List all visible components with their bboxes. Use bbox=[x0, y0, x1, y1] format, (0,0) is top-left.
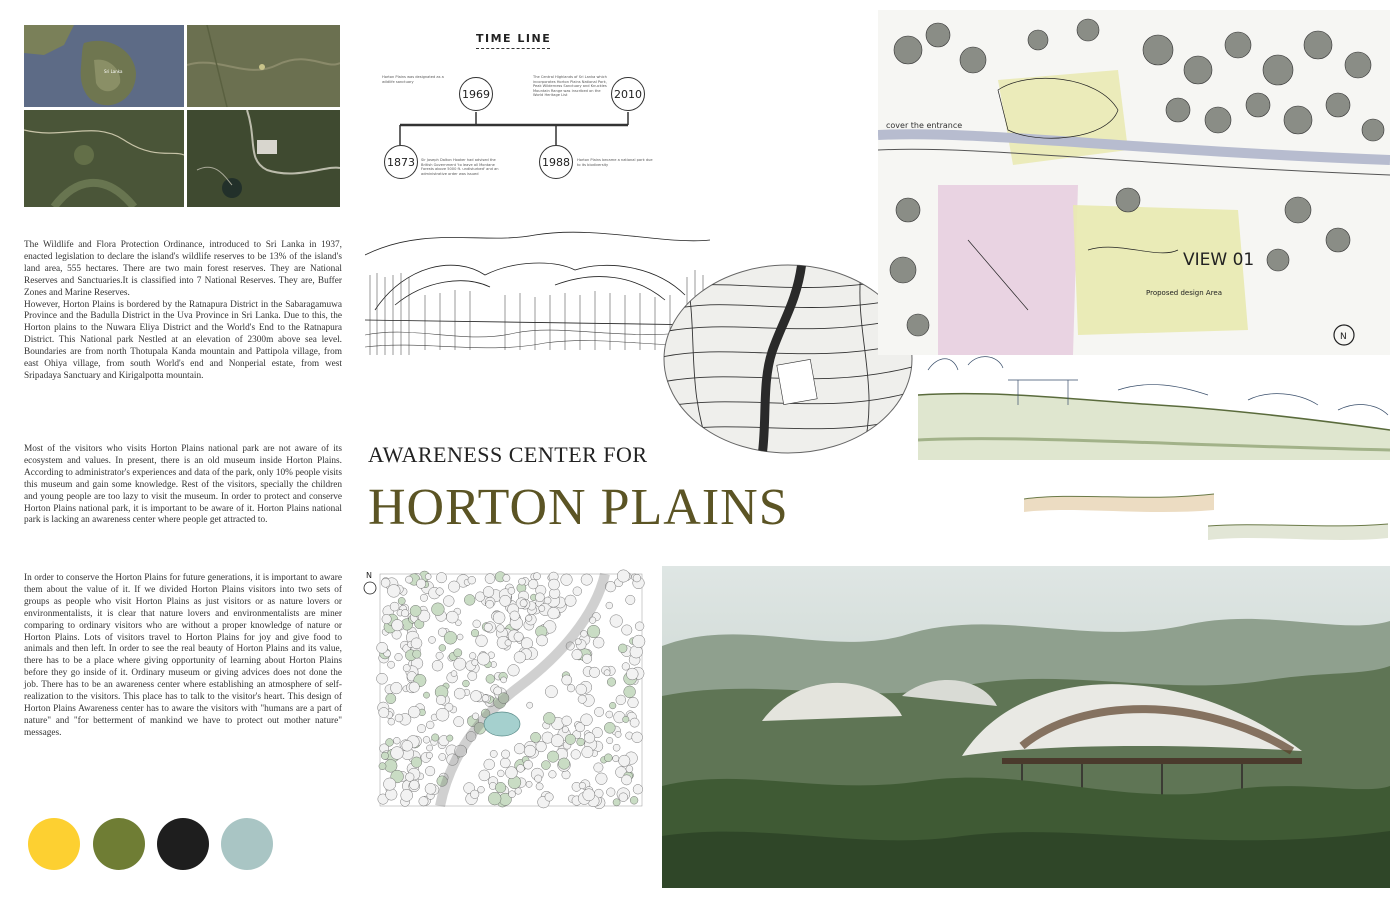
tree-canopy bbox=[432, 660, 443, 671]
map-sri-lanka-overview bbox=[24, 25, 184, 107]
tree-canopy bbox=[509, 791, 516, 798]
tree-canopy bbox=[484, 623, 492, 631]
timeline-year-1969: 1969 bbox=[459, 77, 493, 111]
tree-canopy bbox=[541, 761, 550, 770]
tree-canopy bbox=[395, 653, 403, 661]
section-strip-2 bbox=[1208, 514, 1388, 550]
timeline-year-1873: 1873 bbox=[384, 145, 418, 179]
tree-canopy bbox=[544, 597, 551, 604]
tree-canopy bbox=[454, 649, 462, 657]
tree-canopy bbox=[618, 644, 627, 653]
tree-canopy bbox=[484, 759, 495, 770]
tree-canopy bbox=[577, 738, 585, 746]
tree-canopy bbox=[398, 597, 405, 604]
timeline-note-1988: Horton Plains became a national park due to its biodiversity bbox=[577, 158, 653, 167]
map-site bbox=[187, 110, 340, 207]
tree-canopy bbox=[604, 754, 612, 762]
tree-canopy bbox=[531, 732, 541, 742]
tree-canopy bbox=[533, 573, 540, 580]
tree-canopy bbox=[408, 706, 420, 718]
tree-canopy bbox=[613, 744, 620, 751]
tree-canopy bbox=[447, 735, 453, 741]
tree-canopy bbox=[626, 668, 638, 680]
tree-canopy bbox=[594, 707, 603, 716]
tree-canopy bbox=[379, 708, 389, 718]
tree-canopy bbox=[410, 605, 421, 616]
tree-canopy bbox=[536, 741, 547, 752]
tree-canopy bbox=[630, 796, 638, 804]
tree-canopy bbox=[490, 750, 497, 757]
tree-canopy bbox=[633, 574, 641, 582]
tree-canopy bbox=[617, 570, 629, 582]
tree-canopy bbox=[581, 574, 592, 585]
tree-canopy bbox=[517, 765, 525, 773]
tree-canopy bbox=[505, 767, 517, 779]
site-plan-sketch bbox=[878, 10, 1390, 355]
tree-canopy bbox=[562, 726, 568, 732]
tree-canopy bbox=[628, 697, 639, 708]
tree-canopy bbox=[417, 724, 425, 732]
tree-canopy bbox=[579, 782, 586, 789]
tree-canopy bbox=[478, 786, 485, 793]
tree-canopy bbox=[613, 755, 619, 761]
tree-canopy bbox=[403, 665, 410, 672]
tree-canopy bbox=[420, 594, 427, 601]
tree-canopy bbox=[454, 688, 465, 699]
tree-canopy bbox=[584, 733, 595, 744]
tree-canopy bbox=[508, 665, 520, 677]
sketch-north-label: N bbox=[1340, 332, 1347, 342]
tree-canopy bbox=[406, 773, 415, 782]
tree-canopy bbox=[503, 575, 510, 582]
tree-canopy bbox=[454, 717, 464, 727]
tree-canopy bbox=[391, 747, 404, 760]
tree-canopy bbox=[623, 716, 629, 722]
tree-canopy bbox=[384, 778, 396, 790]
tree-canopy bbox=[409, 682, 419, 692]
tree-canopy bbox=[425, 574, 431, 580]
tree-canopy bbox=[425, 783, 436, 794]
tree-canopy bbox=[426, 752, 432, 758]
tree-canopy bbox=[381, 578, 390, 587]
tree-canopy bbox=[483, 587, 494, 598]
tree-canopy bbox=[549, 771, 557, 779]
tree-canopy bbox=[615, 731, 621, 737]
tree-canopy bbox=[429, 636, 436, 643]
timeline-year-1988: 1988 bbox=[539, 145, 573, 179]
paragraph-ordinance-text: The Wildlife and Flora Protection Ordinance, introduced to Sri Lanka in 1937, enacted legislation to declare the island's wildlife reserves to be 13% of the island's land area, 555 hectares. There are two main forest reserves. They are National Reserves and Sanctuaries.It is classified into 7 National Reserves. They are, Buffer Zones and Marine Reserves. bbox=[24, 240, 342, 298]
tree-canopy bbox=[632, 635, 645, 648]
tree-canopy bbox=[572, 649, 582, 659]
tree-canopy bbox=[535, 593, 544, 602]
tree-canopy bbox=[401, 789, 413, 801]
tree-canopy bbox=[535, 775, 542, 782]
tree-canopy bbox=[488, 792, 501, 805]
tree-canopy bbox=[576, 684, 587, 695]
tree-canopy bbox=[505, 640, 511, 646]
sketch-note-proposed: Proposed design Area bbox=[1146, 289, 1223, 297]
tree-canopy bbox=[390, 602, 399, 611]
perspective-render bbox=[662, 566, 1390, 888]
tree-canopy bbox=[508, 587, 515, 594]
tree-canopy bbox=[410, 780, 420, 790]
section-sketch bbox=[918, 350, 1390, 460]
tree-canopy bbox=[468, 576, 476, 584]
tree-canopy bbox=[471, 629, 479, 637]
tree-canopy bbox=[514, 743, 525, 754]
tree-canopy bbox=[539, 605, 545, 611]
tree-canopy bbox=[411, 757, 422, 768]
tree-canopy bbox=[622, 663, 630, 671]
timeline-title-underline bbox=[476, 48, 550, 49]
tree-canopy bbox=[405, 576, 412, 583]
tree-canopy bbox=[582, 746, 593, 757]
tree-canopy bbox=[514, 652, 526, 664]
tree-canopy bbox=[632, 732, 643, 743]
palette-swatch-olive bbox=[93, 818, 145, 870]
tree-canopy bbox=[527, 702, 533, 708]
tree-canopy bbox=[482, 695, 489, 702]
palette-swatch-black bbox=[157, 818, 209, 870]
tree-canopy bbox=[635, 622, 644, 631]
tree-canopy bbox=[606, 711, 613, 718]
tree-canopy bbox=[501, 677, 507, 683]
tree-canopy bbox=[613, 799, 620, 806]
tree-canopy bbox=[524, 760, 533, 769]
tree-canopy bbox=[388, 718, 395, 725]
plan-north-label: N bbox=[366, 571, 372, 580]
tree-canopy bbox=[567, 684, 575, 692]
plan-north-arrow-icon bbox=[364, 582, 376, 594]
tree-canopy bbox=[547, 751, 558, 762]
tree-canopy bbox=[587, 625, 600, 638]
tree-canopy bbox=[416, 579, 425, 588]
tree-canopy bbox=[500, 595, 511, 606]
timeline-note-1969: Horton Plains was designated as a wildlife sanctuary bbox=[382, 75, 444, 84]
contour-model bbox=[662, 262, 914, 456]
tree-canopy bbox=[609, 702, 616, 709]
section-strip-1 bbox=[1024, 484, 1214, 520]
tree-canopy bbox=[562, 675, 572, 685]
tree-canopy bbox=[524, 745, 536, 757]
tree-canopy bbox=[439, 645, 446, 652]
tree-canopy bbox=[470, 790, 479, 799]
tree-canopy bbox=[528, 579, 538, 589]
tree-canopy bbox=[536, 635, 547, 646]
tree-canopy bbox=[425, 766, 435, 776]
tree-canopy bbox=[463, 680, 470, 687]
tree-canopy bbox=[443, 596, 454, 607]
tree-canopy bbox=[436, 588, 444, 596]
tree-canopy bbox=[419, 797, 428, 806]
tree-canopy bbox=[619, 793, 628, 802]
tree-canopy bbox=[526, 781, 532, 787]
sketch-note-view: VIEW 01 bbox=[1183, 250, 1255, 270]
tree-canopy bbox=[436, 652, 443, 659]
tree-canopy bbox=[423, 692, 429, 698]
tree-canopy bbox=[633, 785, 643, 795]
tree-canopy bbox=[520, 600, 527, 607]
tree-canopy bbox=[427, 745, 433, 751]
tree-canopy bbox=[514, 632, 523, 641]
tree-canopy bbox=[468, 671, 477, 680]
master-plan bbox=[360, 556, 665, 811]
tree-canopy bbox=[391, 682, 403, 694]
tree-canopy bbox=[545, 686, 557, 698]
tree-canopy bbox=[622, 625, 632, 635]
tree-canopy bbox=[604, 670, 610, 676]
tree-canopy bbox=[626, 766, 633, 773]
timeline-note-1873: Sir Joseph Dalton Hooker had advised the British Government 'to leave all Montane Forests above 5000 ft. undisturbed' and an administrative order was issued bbox=[421, 158, 499, 176]
tree-canopy bbox=[624, 686, 636, 698]
tree-canopy bbox=[457, 634, 463, 640]
tree-canopy bbox=[472, 659, 478, 665]
tree-canopy bbox=[395, 714, 403, 722]
tree-canopy bbox=[432, 734, 439, 741]
tree-canopy bbox=[439, 753, 446, 760]
tree-canopy bbox=[476, 635, 488, 647]
tree-canopy bbox=[473, 620, 481, 628]
tree-canopy bbox=[426, 721, 434, 729]
title-horton-plains: HORTON PLAINS bbox=[368, 479, 789, 536]
tree-canopy bbox=[543, 712, 555, 724]
tree-canopy bbox=[630, 718, 639, 727]
tree-canopy bbox=[558, 758, 569, 769]
tree-canopy bbox=[448, 581, 459, 592]
tree-canopy bbox=[446, 611, 458, 623]
tree-canopy bbox=[561, 574, 573, 586]
tree-canopy bbox=[562, 771, 570, 779]
tree-canopy bbox=[477, 653, 490, 666]
tree-canopy bbox=[401, 610, 408, 617]
tree-canopy bbox=[451, 671, 457, 677]
tree-canopy bbox=[486, 675, 495, 684]
tree-canopy bbox=[573, 587, 582, 596]
tree-canopy bbox=[413, 650, 421, 658]
tree-canopy bbox=[471, 691, 482, 702]
tree-canopy bbox=[548, 607, 560, 619]
tree-canopy bbox=[402, 740, 413, 751]
tree-canopy bbox=[610, 615, 623, 628]
tree-canopy bbox=[464, 595, 475, 606]
pond-feature bbox=[484, 712, 520, 736]
tree-canopy bbox=[565, 595, 576, 606]
tree-canopy bbox=[501, 750, 509, 758]
tree-canopy bbox=[581, 714, 593, 726]
tree-canopy bbox=[565, 734, 575, 744]
tree-canopy bbox=[619, 755, 630, 766]
tree-canopy bbox=[494, 687, 502, 695]
tree-canopy bbox=[571, 750, 581, 760]
tree-canopy bbox=[432, 603, 445, 616]
tree-canopy bbox=[485, 574, 495, 584]
tree-canopy bbox=[386, 739, 394, 747]
tree-canopy bbox=[436, 695, 446, 705]
tree-canopy bbox=[436, 573, 446, 583]
tree-canopy bbox=[604, 722, 615, 733]
tree-canopy bbox=[479, 770, 490, 781]
tree-canopy bbox=[469, 653, 476, 660]
tree-canopy bbox=[377, 642, 388, 653]
tree-canopy bbox=[562, 716, 572, 726]
tree-canopy bbox=[387, 585, 400, 598]
map-label: Sri Lanka bbox=[104, 69, 123, 74]
tree-canopy bbox=[545, 793, 553, 801]
tree-canopy bbox=[578, 695, 586, 703]
timeline-title: TIME LINE bbox=[476, 32, 552, 45]
tree-canopy bbox=[377, 673, 388, 684]
tree-canopy bbox=[607, 678, 616, 687]
tree-canopy bbox=[551, 735, 563, 747]
tree-canopy bbox=[493, 612, 505, 624]
tree-canopy bbox=[606, 602, 613, 609]
tree-canopy bbox=[622, 775, 632, 785]
location-maps bbox=[24, 25, 340, 207]
tree-canopy bbox=[436, 708, 449, 721]
tree-canopy bbox=[444, 631, 457, 644]
tree-canopy bbox=[386, 694, 396, 704]
paragraph-conservation: In order to conserve the Horton Plains for future generations, it is important to aware them about the value of it. If we divided Horton Plains visitors into two sets of groups as people who visit Horton Plains as just visitors or as nature lovers or environmentalists, it is clear that nature lovers and environmentalists are miner comparing to ordinary visitors who are without a proper knowledge of nature or Horton Plains. Lots of visitors travel to Horton Plains for joy and give food to animals and then left. In order to see the real beauty of Horton Plains and its value, there has to be a place where giving opportunity of learning about Horton Plains before they go inside of it. Ordinary museum or giving advices does not done the job. There has to be an awareness center where establishing an atmosphere of self-realization to the visitors. This place has to talk to the visitor's heart. This design of Horton Plains Awareness center has to aware the visitors with "humans are a part of nature" and "for betterment of mankind we have to protect out mother nature" messages. bbox=[24, 573, 342, 738]
tree-canopy bbox=[596, 773, 608, 785]
tree-canopy bbox=[607, 737, 613, 743]
tree-canopy bbox=[486, 600, 494, 608]
tree-canopy bbox=[626, 595, 635, 604]
tree-canopy bbox=[589, 667, 599, 677]
tree-canopy bbox=[510, 611, 520, 621]
map-region bbox=[187, 25, 340, 107]
tree-canopy bbox=[411, 638, 422, 649]
tree-canopy bbox=[500, 758, 510, 768]
tree-canopy bbox=[423, 736, 430, 743]
tree-canopy bbox=[454, 658, 466, 670]
tree-canopy bbox=[594, 763, 603, 772]
tree-canopy bbox=[379, 763, 386, 770]
sketch-note-entrance: cover the entrance bbox=[886, 121, 963, 130]
palette-swatch-yellow bbox=[28, 818, 80, 870]
tree-canopy bbox=[497, 770, 504, 777]
tree-canopy bbox=[495, 782, 506, 793]
tree-canopy bbox=[536, 783, 543, 790]
tree-canopy bbox=[582, 654, 591, 663]
tree-canopy bbox=[381, 752, 388, 759]
tree-canopy bbox=[386, 789, 398, 801]
tree-canopy bbox=[607, 788, 616, 797]
tree-canopy bbox=[393, 737, 400, 744]
timeline-note-2010: The Central Highlands of Sri Lanka which incorporates Horton Plains National Park, Peak Wilderness Sanctuary and Knuckles Mountain Range was inscribed on the World Heritage List bbox=[533, 75, 607, 98]
tree-canopy bbox=[593, 637, 604, 648]
tree-canopy bbox=[616, 695, 626, 705]
tree-canopy bbox=[519, 578, 526, 585]
subtitle-awareness-center: AWARENESS CENTER FOR bbox=[368, 442, 648, 467]
tree-canopy bbox=[392, 620, 403, 631]
map-district bbox=[24, 110, 184, 207]
paragraph-boundaries-text: However, Horton Plains is bordered by the Ratnapura District in the Sabaragamuwa Province and the Badulla District in the Uva Province in Sri Lanka. Due to this, the Horton plains to the Nuwara Eliya District and the World's End to the Ratnapura District. This National park Nestled at an elevation of 2300m above sea level. Boundaries are from north Thotupala Kanda mountain and Pattipola village, from east Ohiya village, from south World's end and Nonperial estate, from west Sripadaya Sanctuary and Kirigalpotta mountain. bbox=[24, 299, 342, 381]
tree-canopy bbox=[549, 579, 560, 590]
palette-swatch-sage bbox=[221, 818, 273, 870]
tree-canopy bbox=[526, 615, 532, 621]
tree-canopy bbox=[388, 661, 395, 668]
paragraph-ordinance bbox=[24, 240, 342, 383]
tree-canopy bbox=[382, 614, 391, 623]
paragraph-visitors: Most of the visitors who visits Horton Plains national park are not aware of its ecosystem and values. In present, there is an old museum inside Horton Plains. According to administrator's experiences and data of the park, only 10% people visits this museum and gain some knowledge. Rest of the visitors, specially the children and young people are too lazy to visit the museum. In order to protect and conserve Horton Plains national park, it is important to be aware of it. Horton Plains national park is lacking an awareness center where people get attracted to. bbox=[24, 444, 342, 526]
tree-canopy bbox=[497, 625, 505, 633]
timeline-year-2010: 2010 bbox=[611, 77, 645, 111]
tree-canopy bbox=[583, 789, 595, 801]
